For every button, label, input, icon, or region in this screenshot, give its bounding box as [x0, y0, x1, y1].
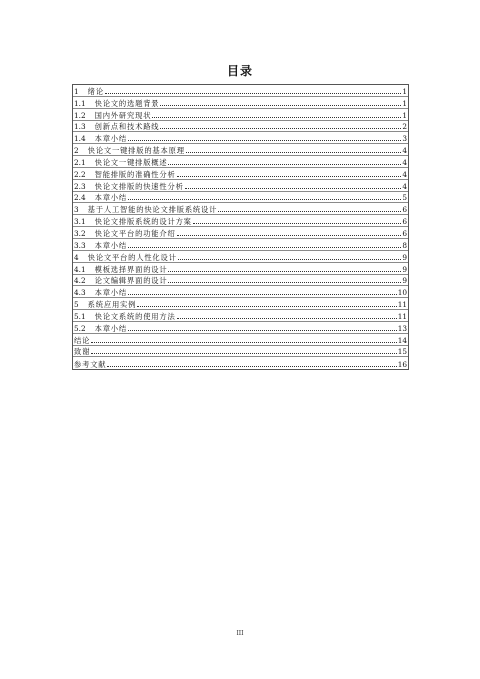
toc-entry-number: 4.3 [74, 288, 86, 298]
toc-entry-number: 4 [74, 252, 79, 262]
toc-entry[interactable] [73, 192, 408, 204]
toc-dot-leader [128, 247, 401, 248]
page-title: 目录 [226, 64, 253, 78]
toc-entry-page: 6 [402, 205, 407, 215]
toc-dot-leader [186, 152, 402, 153]
toc-entry[interactable] [73, 275, 408, 287]
toc-entry-page: 4 [402, 157, 407, 167]
toc-entry-number: 4.1 [74, 264, 86, 274]
toc-entry-number: 3 [74, 205, 79, 215]
toc-dot-leader [193, 223, 402, 224]
toc-entry-title: 模板选择界面的设计 [94, 264, 168, 274]
toc-entry-page: 1 [402, 86, 407, 96]
toc-entry-number: 1 [74, 86, 79, 96]
toc-entry[interactable] [73, 298, 408, 310]
toc-entry[interactable] [73, 286, 408, 298]
toc-dot-leader [160, 128, 401, 129]
toc-entry[interactable] [73, 144, 408, 156]
toc-entry-page: 2 [402, 122, 407, 132]
toc-dot-leader [128, 199, 401, 200]
toc-entry-page: 4 [402, 169, 407, 179]
toc-dot-leader [185, 188, 402, 189]
toc-entry-page: 10 [397, 288, 407, 298]
toc-entry-title: 本章小结 [94, 240, 127, 250]
toc-entry[interactable] [73, 251, 408, 263]
toc-entry-page: 1 [402, 110, 407, 120]
toc-entry-page: 9 [402, 252, 407, 262]
toc-entry-page: 15 [397, 347, 407, 357]
toc-entry-number: 4.2 [74, 276, 86, 286]
toc-entry-title: 系统应用实例 [87, 300, 137, 310]
toc-dot-leader [160, 105, 401, 106]
toc-entry-number: 3.1 [74, 217, 86, 227]
toc-entry-page: 6 [402, 228, 407, 238]
toc-entry[interactable] [73, 85, 408, 97]
toc-dot-leader [107, 366, 396, 367]
toc-entry-page: 6 [402, 217, 407, 227]
toc-entry-number: 3.3 [74, 240, 86, 250]
toc-entry-page: 9 [402, 264, 407, 274]
toc-entry-page: 14 [397, 335, 407, 345]
toc-dot-leader [168, 282, 401, 283]
toc-dot-leader [177, 318, 397, 319]
toc-entry-number: 5.2 [74, 323, 86, 333]
toc-entry-title: 快论文平台的人性化设计 [87, 252, 177, 262]
toc-dot-leader [177, 235, 402, 236]
toc-entry-number: 1.3 [74, 122, 86, 132]
toc-entry[interactable] [73, 334, 408, 346]
toc-dot-leader [128, 330, 397, 331]
toc-entry-title: 基于人工智能的快论文排版系统设计 [87, 205, 218, 215]
toc-entry-title: 快论文排版系统的设计方案 [94, 217, 192, 227]
toc-entry[interactable] [73, 156, 408, 168]
table-of-contents [72, 84, 409, 370]
toc-entry-page: 16 [397, 360, 407, 370]
toc-entry[interactable] [73, 263, 408, 275]
page-number: III [236, 630, 244, 637]
toc-entry-title: 本章小结 [94, 288, 127, 298]
toc-entry-title: 致谢 [74, 347, 91, 357]
toc-dot-leader [91, 342, 397, 343]
toc-entry[interactable] [73, 121, 408, 133]
toc-entry[interactable] [73, 357, 408, 369]
toc-entry-number: 2.3 [74, 181, 86, 191]
toc-entry[interactable] [73, 346, 408, 358]
toc-entry-number: 3.2 [74, 228, 86, 238]
toc-entry-title: 参考文献 [74, 360, 107, 370]
toc-entry-number: 5 [74, 300, 79, 310]
toc-entry-page: 11 [397, 300, 407, 310]
toc-entry-title: 本章小结 [94, 134, 127, 144]
toc-entry-title: 论文编辑界面的设计 [94, 276, 168, 286]
toc-entry[interactable] [73, 180, 408, 192]
toc-entry-page: 5 [402, 193, 407, 203]
toc-entry[interactable] [73, 132, 408, 144]
toc-entry[interactable] [73, 227, 408, 239]
toc-entry[interactable] [73, 97, 408, 109]
toc-entry-page: 4 [402, 181, 407, 191]
toc-dot-leader [177, 176, 402, 177]
toc-entry-title: 智能排版的准确性分析 [94, 169, 176, 179]
toc-entry-page: 13 [397, 323, 407, 333]
toc-entry-page: 4 [402, 146, 407, 156]
toc-entry-title: 创新点和技术路线 [94, 122, 160, 132]
toc-entry-number: 2.2 [74, 169, 86, 179]
toc-entry-title: 快论文平台的功能介绍 [94, 228, 176, 238]
toc-entry-number: 1.2 [74, 110, 86, 120]
toc-entry-page: 9 [402, 276, 407, 286]
toc-entry[interactable] [73, 310, 408, 322]
toc-dot-leader [137, 306, 396, 307]
toc-dot-leader [152, 117, 401, 118]
toc-entry-number: 1.4 [74, 134, 86, 144]
toc-dot-leader [105, 93, 401, 94]
toc-entry-number: 2 [74, 146, 79, 156]
toc-entry-page: 1 [402, 98, 407, 108]
toc-entry-title: 快论文一键排版的基本原理 [87, 146, 185, 156]
toc-entry-number: 5.1 [74, 311, 86, 321]
toc-entry-title: 快论文排版的快速性分析 [94, 181, 184, 191]
toc-dot-leader [178, 259, 402, 260]
toc-entry[interactable] [73, 168, 408, 180]
toc-entry[interactable] [73, 215, 408, 227]
toc-entry[interactable] [73, 203, 408, 215]
toc-entry-page: 11 [397, 311, 407, 321]
toc-dot-leader [128, 294, 397, 295]
toc-dot-leader [128, 140, 401, 141]
toc-entry[interactable] [73, 322, 408, 334]
toc-entry[interactable] [73, 109, 408, 121]
toc-entry-title: 快论文一键排版概述 [94, 157, 168, 167]
toc-entry-title: 本章小结 [94, 193, 127, 203]
toc-entry-page: 3 [402, 134, 407, 144]
toc-entry-number: 2.1 [74, 157, 86, 167]
toc-entry-title: 绪论 [87, 86, 104, 96]
toc-dot-leader [218, 211, 401, 212]
toc-dot-leader [168, 271, 401, 272]
toc-entry-title: 快论文的选题背景 [94, 98, 160, 108]
toc-dot-leader [91, 353, 397, 354]
toc-entry-title: 快论文系统的使用方法 [94, 311, 176, 321]
toc-dot-leader [168, 164, 401, 165]
toc-entry-number: 1.1 [74, 98, 86, 108]
toc-entry-number: 2.4 [74, 193, 86, 203]
toc-entry-title: 国内外研究现状 [94, 110, 152, 120]
toc-entry-title: 本章小结 [94, 323, 127, 333]
toc-entry-title: 结论 [74, 335, 91, 345]
toc-entry-page: 8 [402, 240, 407, 250]
toc-entry[interactable] [73, 239, 408, 251]
